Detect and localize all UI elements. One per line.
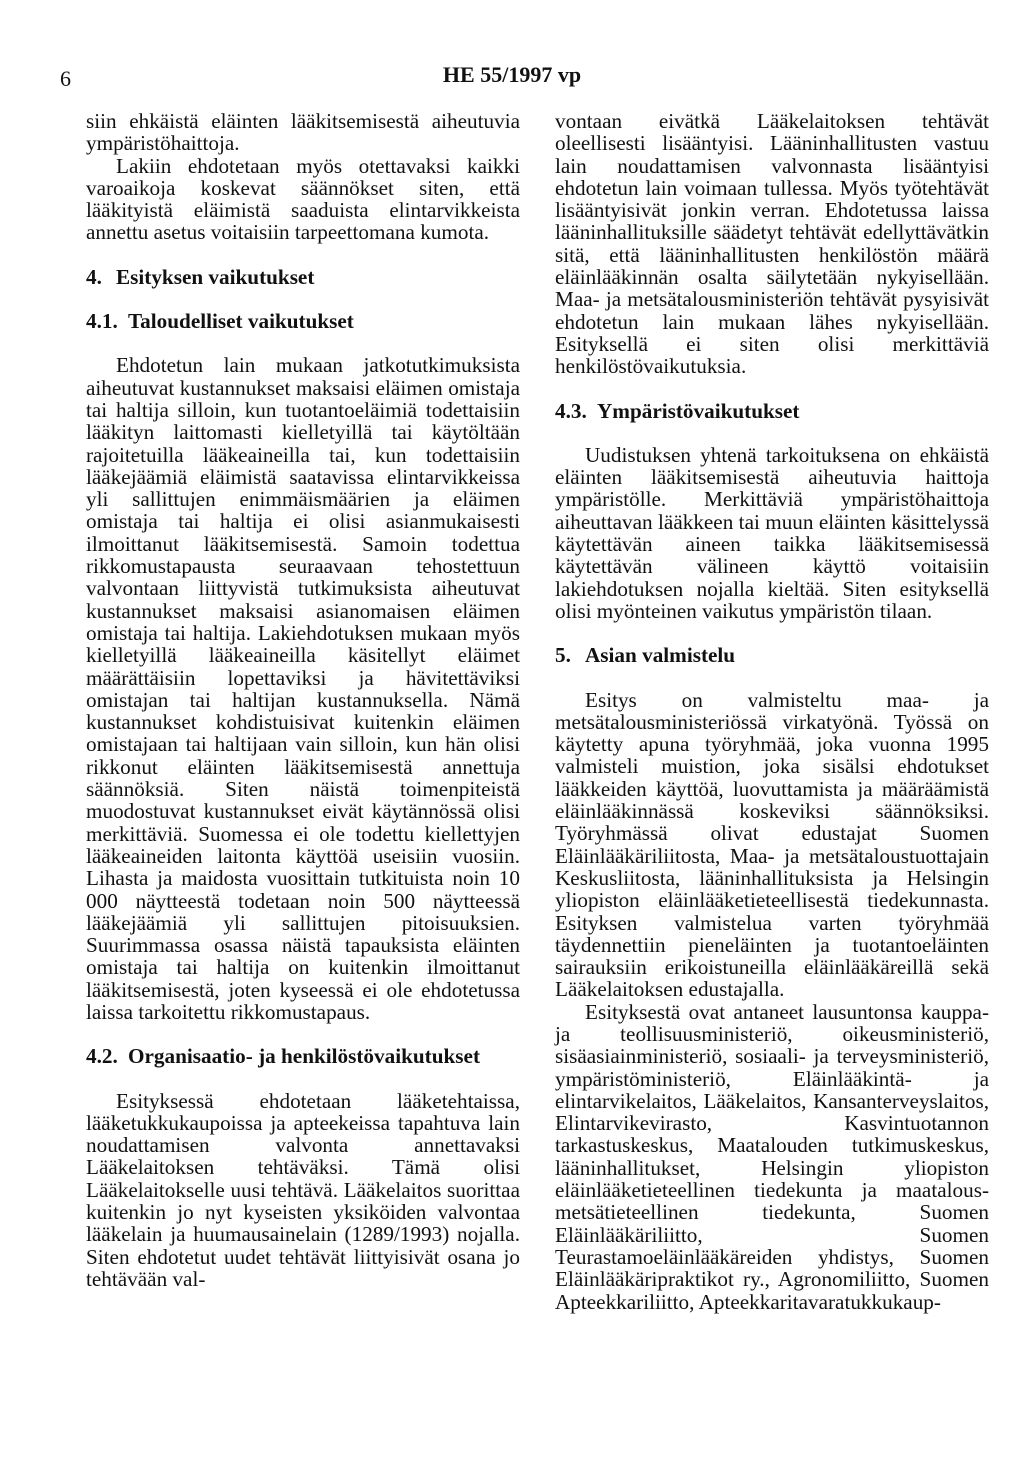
paragraph: Esityksessä ehdotetaan lääketehtaissa, lääketukkukaupoissa ja apteekeissa tapahtuva lain noudattamisen valvonta annettavaksi Lääkelaitoksen tehtäväksi. Tämä olisi Lääkelaitokselle uusi tehtävä. Lääkelaitos suorittaa kuitenkin jo nyt kyseisten yksiköiden valvontaa lääkelain ja huumausainelain (1289/1993) nojalla. Siten ehdotetut uudet tehtävät liittyisivät osana jo tehtävään val- xyxy=(86,1088,520,1291)
section-heading xyxy=(555,644,989,666)
section-title: Esityksen vaikutukset xyxy=(116,264,315,289)
subsection-heading xyxy=(555,400,989,422)
subsection-title: Taloudelliset vaikutukset xyxy=(128,309,354,334)
paragraph: Lakiin ehdotetaan myös otettavaksi kaikki varoaikoja koskevat säännökset siten, että lääkityistä eläimistä saaduista elintarvikkeista annettu asetus voitaisiin tarpeettomana kumota. xyxy=(86,153,520,245)
paragraph: Esityksestä ovat antaneet lausuntonsa kauppa- ja teollisuusministeriö, oikeusministeriö, sisäasiainministeriö, sosiaali- ja terveysministeriö, ympäristöministeriö, Eläinlääkintä- ja elintarvikelaitos, Lääkelaitos, Kansanterveyslaitos, Elintarvikevirasto, Kasvintuotannon tarkastuskeskus, Maatalouden tutkimuskeskus, lääninhallitukset, Helsingin yliopiston eläinlääketieteellinen tiedekunta ja maatalous-metsätieteellinen tiedekunta, Suomen Eläinlääkäriliitto, Suomen Teurastamoeläinlääkäreiden yhdistys, Suomen Eläinlääkäripraktikot ry., Agronomiliitto, Suomen Apteekkariliitto, Apteekkaritavaratukkukaup- xyxy=(555,999,989,1314)
section-heading xyxy=(86,266,520,288)
page-number: 6 xyxy=(60,66,71,91)
subsection-number: 4.3. xyxy=(555,398,587,423)
section-title: Asian valmistelu xyxy=(585,643,736,668)
subsection-number: 4.1. xyxy=(86,309,118,334)
paragraph: Esitys on valmisteltu maa- ja metsätalousministeriössä virkatyönä. Työssä on käytetty apuna työryhmää, joka vuonna 1995 valmisteli muistion, joka sisälsi ehdotukset lääkkeiden käyttöä, luovuttamista ja määräämistä eläinlääkinnässä koskeviksi säännöksiksi. Työryhmässä olivat edustajat Suomen Eläinlääkäriliitosta, Maa- ja metsätaloustuottajain Keskusliitosta, lääninhallituksista ja Helsingin yliopiston eläinlääketieteellisestä tiedekunnasta. Esityksen valmistelua varten työryhmää täydennettiin pieneläinten ja tuotantoeläinten sairauksiin erikoistuneilla eläinlääkäreillä sekä Lääkelaitoksen edustajalla. xyxy=(555,687,989,1002)
subsection-title: Ympäristövaikutukset xyxy=(597,398,800,423)
section-number: 4. xyxy=(86,264,102,289)
subsection-heading xyxy=(86,310,520,332)
paragraph: vontaan eivätkä Lääkelaitoksen tehtävät oleellisesti lisääntyisi. Lääninhallitusten vastuu lain noudattamisen valvonnasta lisääntyisi ehdotetun lain voimaan tullessa. Myös työtehtävät lisääntyisivät jonkin verran. Ehdotetussa laissa lääninhallituksille säädetyt tehtävät edellyttävätkin sitä, että lääninhallitusten henkilöstön määrä eläinlääkinnän osalta säilytetään nykyisellään. Maa- ja metsätalousministeriön tehtävät pysyisivät ehdotetun lain mukaan lähes nykyisellään. Esityksellä ei siten olisi merkittäviä henkilöstövaikutuksia. xyxy=(555,109,989,379)
paragraph: Ehdotetun lain mukaan jatkotutkimuksista aiheutuvat kustannukset maksaisi eläimen omistaja tai haltija silloin, kun tuotantoeläimiä todettaisiin lääkityn laittomasti kielletyillä tai käytöltään rajoitetuilla lääkeaineilla tai, kun todettaisiin lääkejäämiä eläimistä saatavissa elintarvikkeissa yli sallittujen enimmäismäärien ja eläimen omistaja tai haltija ei olisi asianmukaisesti ilmoittanut lääkitsemisestä. Samoin todettua rikkomustapausta seuraavaan tehostettuun valvontaan liittyvistä tutkimuksista aiheutuvat kustannukset maksaisi asianomaisen eläimen omistaja tai haltija. Lakiehdotuksen mukaan myös kielletyillä lääkeaineilla käsitellyt eläimet määrättäisiin lopettaviksi ja hävitettäviksi omistajan tai haltijan kustannuksella. Nämä kustannukset kohdistuisivat kuitenkin eläimen omistajaan tai haltijaan vain silloin, kun hän olisi rikkonut eläinten lääkitsemisestä annettuja säännöksiä. Siten näistä toimenpiteistä muodostuvat kustannukset eivät käytännössä olisi merkittäviä. Suomessa ei ole todettu kiellettyjen lääkeaineiden laitonta käyttöä useisiin vuosiin. Lihasta ja maidosta vuosittain tutkituista noin 10 000 näytteestä todetaan noin 500 näytteessä lääkejäämiä yli sallittujen pitoisuuksien. Suurimmassa osassa näistä tapauksista eläinten omistaja tai haltija on kuitenkin ilmoittanut lääkitsemisestä, joten kyseessä ei ole ehdotetussa laissa tarkoitettu rikkomustapaus. xyxy=(86,353,520,1024)
paragraph: Uudistuksen yhtenä tarkoituksena on ehkäistä eläinten lääkitsemisestä aiheutuvia haittoja ympäristölle. Merkittäviä ympäristöhaittoja aiheuttavan lääkkeen tai muun eläinten käsittelyssä käytettävän aineen taikka lääkitsemisessä käytettävän välineen käyttö voitaisiin lakiehdotuksen nojalla kieltää. Siten esityksellä olisi myönteinen vaikutus ympäristön tilaan. xyxy=(555,442,989,623)
left-column xyxy=(86,110,520,1290)
subsection-number: 4.2. xyxy=(86,1044,118,1069)
right-column xyxy=(555,110,989,1313)
section-number: 5. xyxy=(555,643,571,668)
running-head: HE 55/1997 vp xyxy=(442,62,582,87)
subsection-heading xyxy=(86,1045,520,1067)
paragraph: siin ehkäistä eläinten lääkitsemisestä aiheutuvia ympäristöhaittoja. xyxy=(86,109,520,156)
subsection-title: Organisaatio- ja henkilöstövaikutukset xyxy=(128,1044,480,1069)
